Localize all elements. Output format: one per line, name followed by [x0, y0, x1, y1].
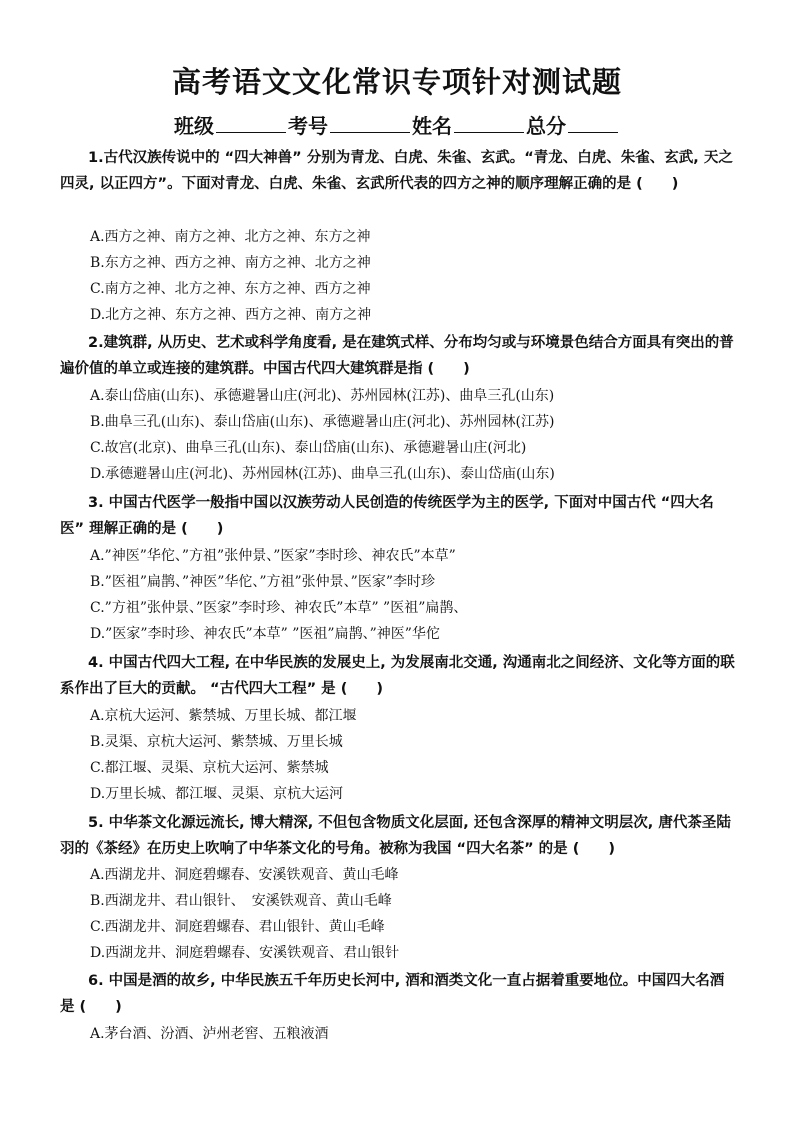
- option-d: D.”医家”李时珍、神农氏”本草” ”医祖”扁鹊、”神医”华佗: [90, 626, 440, 642]
- question-stem: 4. 中国古代四大工程, 在中华民族的发展史上, 为发展南北交通, 沟通南北之间经济、文化等方面的联系作出了巨大的贡献。 “古代四大工程” 是 ( ): [60, 655, 735, 697]
- option-d: D.承德避暑山庄(河北)、苏州园林(江苏)、曲阜三孔(山东)、泰山岱庙(山东): [90, 466, 555, 482]
- question-stem: 1.古代汉族传说中的 “四大神兽” 分别为青龙、白虎、朱雀、玄武。“青龙、白虎、朱雀、玄武, 天之四灵, 以正四方”。下面对青龙、白虎、朱雀、玄武所代表的四方之神的顺序理解正确的是 ( ): [60, 150, 733, 192]
- exam-no-blank: [330, 114, 410, 133]
- option-a: A.西方之神、南方之神、北方之神、东方之神: [90, 229, 371, 245]
- option-b: B.东方之神、西方之神、南方之神、北方之神: [90, 255, 371, 271]
- question-stem: 5. 中华茶文化源远流长, 博大精深, 不但包含物质文化层面, 还包含深厚的精神文明层次, 唐代茶圣陆羽的《茶经》在历史上吹响了中华茶文化的号角。被称为我国 “四大名茶” 的是 ( ): [60, 815, 731, 857]
- option-a: A.西湖龙井、洞庭碧螺春、安溪铁观音、黄山毛峰: [90, 867, 399, 883]
- option-c: C.西湖龙井、洞庭碧螺春、君山银针、黄山毛峰: [90, 919, 385, 935]
- option-a: A.”神医”华佗、”方祖”张仲景、”医家”李时珍、神农氏”本草”: [90, 548, 456, 564]
- option-a: A.茅台酒、汾酒、泸州老窖、五粮液酒: [90, 1026, 329, 1042]
- student-info-line: [0, 110, 794, 139]
- option-c: C.”方祖”张仲景、”医家”李时珍、神农氏”本草” ”医祖”扁鹊、: [90, 600, 468, 616]
- option-b: B.灵渠、京杭大运河、紫禁城、万里长城: [90, 734, 343, 750]
- option-d: D.西湖龙井、洞庭碧螺春、安溪铁观音、君山银针: [90, 945, 400, 961]
- option-c: C.都江堰、灵渠、京杭大运河、紫禁城: [90, 760, 329, 776]
- exam-no-label: 考号: [288, 114, 328, 138]
- option-a: A.泰山岱庙(山东)、承德避暑山庄(河北)、苏州园林(江苏)、曲阜三孔(山东): [90, 388, 555, 404]
- question-stem: 6. 中国是酒的故乡, 中华民族五千年历史长河中, 酒和酒类文化一直占据着重要地位。中国四大名酒是 ( ): [60, 973, 725, 1015]
- name-label: 姓名: [412, 114, 452, 138]
- name-blank: [454, 114, 524, 133]
- page-title: 高考语文文化常识专项针对测试题: [171, 65, 622, 99]
- option-c: C.故宫(北京)、曲阜三孔(山东)、泰山岱庙(山东)、承德避暑山庄(河北): [90, 440, 527, 456]
- option-b: B.曲阜三孔(山东)、泰山岱庙(山东)、承德避暑山庄(河北)、苏州园林(江苏): [90, 414, 555, 430]
- question-stem: 3. 中国古代医学一般指中国以汉族劳动人民创造的传统医学为主的医学, 下面对中国古代 “四大名医” 理解正确的是 ( ): [60, 495, 714, 537]
- option-d: D.万里长城、都江堰、灵渠、京杭大运河: [90, 786, 344, 802]
- option-b: B.西湖龙井、君山银针、 安溪铁观音、黄山毛峰: [90, 893, 392, 909]
- score-label: 总分: [526, 114, 566, 138]
- option-b: B.”医祖”扁鹊、”神医”华佗、”方祖”张仲景、”医家”李时珍: [90, 574, 435, 590]
- score-blank: [568, 114, 618, 133]
- question-stem: 2.建筑群, 从历史、艺术或科学角度看, 是在建筑式样、分布均匀或与环境景色结合方面具有突出的普遍价值的单立或连接的建筑群。中国古代四大建筑群是指 ( ): [60, 335, 734, 377]
- option-c: C.南方之神、北方之神、东方之神、西方之神: [90, 281, 371, 297]
- class-blank: [216, 114, 286, 133]
- class-label: 班级: [174, 114, 214, 138]
- option-d: D.北方之神、东方之神、西方之神、南方之神: [90, 307, 372, 323]
- option-a: A.京杭大运河、紫禁城、万里长城、都江堰: [90, 708, 357, 724]
